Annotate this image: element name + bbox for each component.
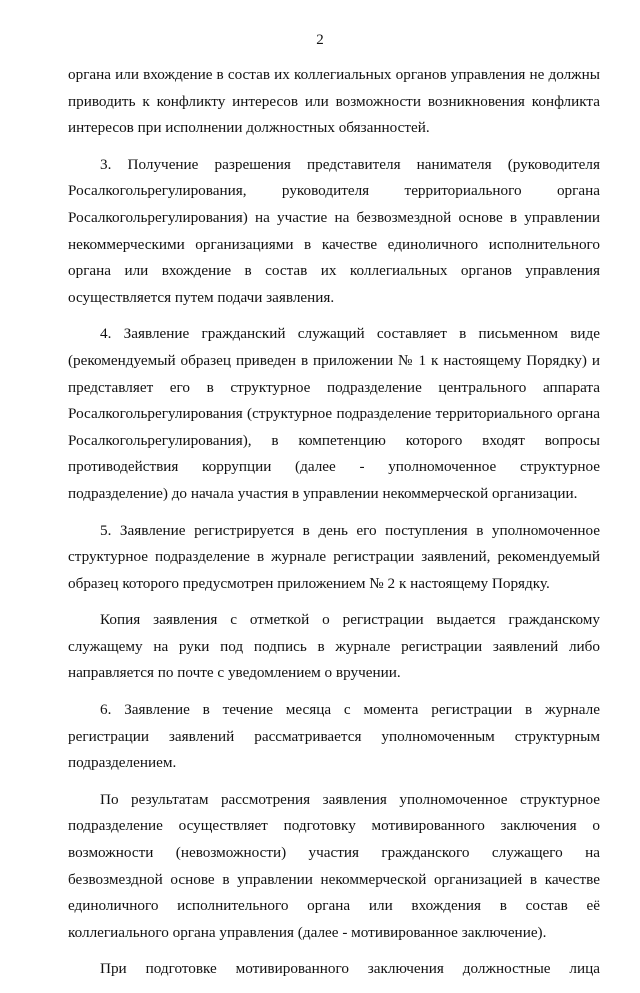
paragraph-continuation: органа или вхождение в состав их коллегиальных органов управления не должны приводить к конфликту интересов или возможности возникновения конфликта интересов при исполнении должностных обязанностей. [68, 66, 600, 137]
paragraph-item-5: 5. Заявление регистрируется в день его поступления в уполномоченное структурное подразделение в журнале регистрации заявлений, рекомендуемый образец которого предусмотрен приложением № 2 к настоящему Порядку. [68, 521, 600, 592]
paragraph-item-6: 6. Заявление в течение месяца с момента регистрации в журнале регистрации заявлений рассматривается уполномоченным структурным подразделением. [68, 701, 600, 772]
paragraph-item-4: 4. Заявление гражданский служащий составляет в письменном виде (рекомендуемый образец приведен в приложении № 1 к настоящему Порядку) и представляет его в структурное подразделение центрального аппарата Росалкогольрегулирования (структурное подразделение территориального органа Росалкогольрегулирования), в компетенцию которого входят вопросы противодействия коррупции (далее - уполномоченное структурное подразделение) до начала участия в управлении некоммерческой организации. [68, 325, 600, 502]
paragraph-review-results: По результатам рассмотрения заявления уполномоченное структурное подразделение осуществляет подготовку мотивированного заключения о возможности (невозможности) участия гражданского служащего на безвозмездной основе в управлении некоммерческой организацией в качестве единоличного исполнительного органа или вхождения в состав её коллегиального органа управления (далее - мотивированное заключение). [68, 790, 600, 941]
paragraph-copy-of-application: Копия заявления с отметкой о регистрации выдается гражданскому служащему на руки под подпись в журнале регистрации заявлений либо направляется по почте с уведомлением о вручении. [68, 611, 600, 682]
paragraph-item-3: 3. Получение разрешения представителя нанимателя (руководителя Росалкогольрегулирования, руководителя территориального органа Росалкогольрегулирования) на участие на безвозмездной основе в управлении некоммерческими организациями в качестве единоличного исполнительного органа или вхождение в состав их коллегиальных органов управления осуществляется путем подачи заявления. [68, 155, 600, 306]
document-body [68, 62, 600, 993]
paragraph-preparation: При подготовке мотивированного заключения должностные лица [100, 960, 600, 978]
page-number: 2 [316, 32, 324, 48]
